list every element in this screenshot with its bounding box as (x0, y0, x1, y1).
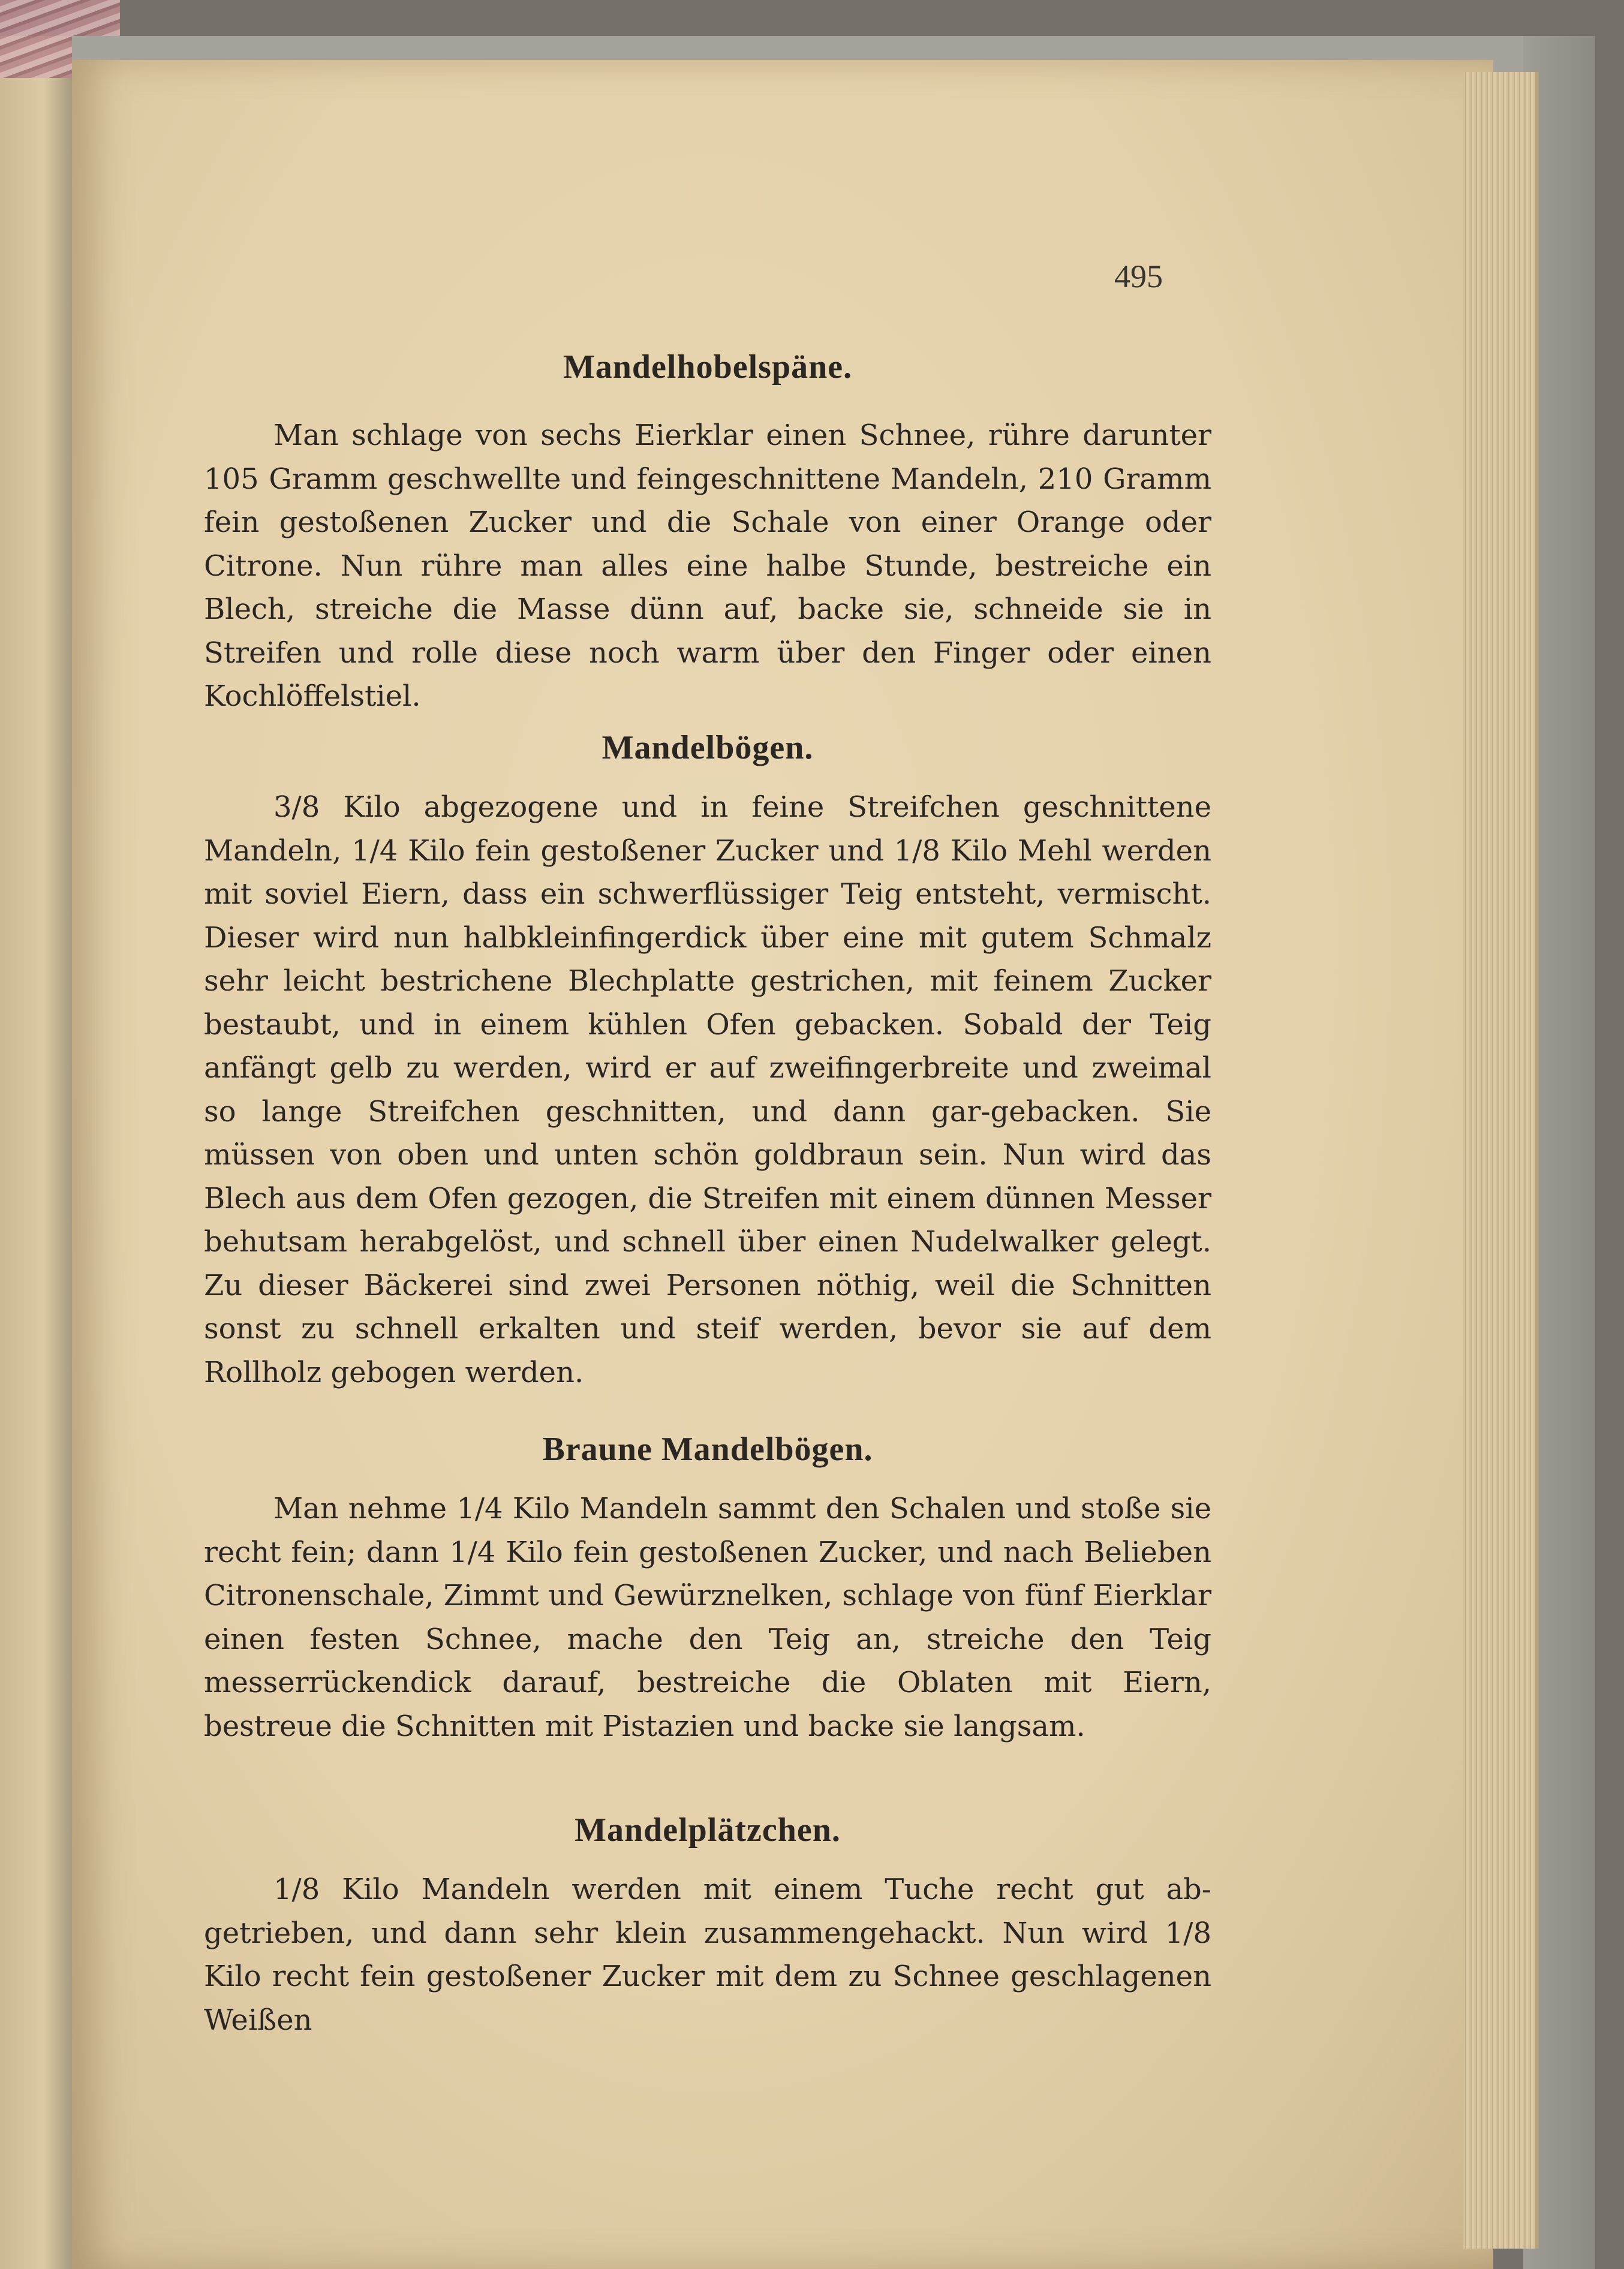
section-text-mandelhobelspaene: Man schlage von sechs Eierklar einen Schnee, rühre darunter 105 Gramm geschwellte und feingeschnittene Mandeln, 210 Gramm fein gestoßenen Zucker und die Schale von einer Orange oder Citrone. Nun rühre man alles eine halbe Stunde, bestreiche ein Blech, streiche die Masse dünn auf, backe sie, schneide sie in Streifen und rolle diese noch warm über den Finger oder einen Kochlöffelstiel. (204, 419, 1211, 713)
section-title-mandelplaetzchen: Mandelplätzchen. (575, 1811, 841, 1849)
section-text-mandelboegen: 3/8 Kilo abgezogene und in feine Streifchen geschnittene Mandeln, 1/4 Kilo fein gestoßener Zucker und 1/8 Kilo Mehl werden mit soviel Eiern, dass ein schwerflüssiger Teig entsteht, vermischt. Dieser wird nun halbkleinfingerdick über eine mit gutem Schmalz sehr leicht bestrichene Blechplatte gestrichen, mit feinem Zucker bestaubt, und in einem kühlen Ofen gebacken. Sobald der Teig anfängt gelb zu werden, wird er auf zweifingerbreite und zweimal so lange Streifchen geschnitten, und dann gar-gebacken. Sie müssen von oben und unten schön goldbraun sein. Nun wird das Blech aus dem Ofen gezogen, die Streifen mit einem dünnen Messer behutsam herabgelöst, und schnell über einen Nudelwalker gelegt. Zu dieser Bäckerei sind zwei Personen nöthig, weil die Schnitten sonst zu schnell erkalten und steif werden, bevor sie auf dem Rollholz gebogen werden. (204, 790, 1211, 1389)
section-text-braune-mandelboegen: Man nehme 1/4 Kilo Mandeln sammt den Schalen und stoße sie recht fein; dann 1/4 Kilo fein gestoßenen Zucker, und nach Belieben Citronenschale, Zimmt und Gewürznelken, schlage von fünf Eierklar einen festen Schnee, mache den Teig an, streiche den Teig messerrückendick darauf, bestreiche die Oblaten mit Eiern, bestreue die Schnitten mit Pistazien und backe sie langsam. (204, 1492, 1211, 1743)
section-title-mandelboegen: Mandelbögen. (602, 729, 814, 766)
page-number: 495 (1114, 258, 1163, 294)
page-block-edges (1463, 72, 1539, 2249)
section-text-mandelplaetzchen: 1/8 Kilo Mandeln werden mit einem Tuche recht gut ab-getrieben, und dann sehr klein zusammengehackt. Nun wird 1/8 Kilo recht fein gestoßener Zucker mit dem zu Schnee geschlagenen Weißen (204, 1873, 1211, 2037)
left-facing-page-edge (0, 36, 72, 2269)
section-title-braune-mandelboegen: Braune Mandelbögen. (542, 1431, 873, 1468)
section-title-mandelhobelspaene: Mandelhobelspäne. (563, 348, 853, 386)
